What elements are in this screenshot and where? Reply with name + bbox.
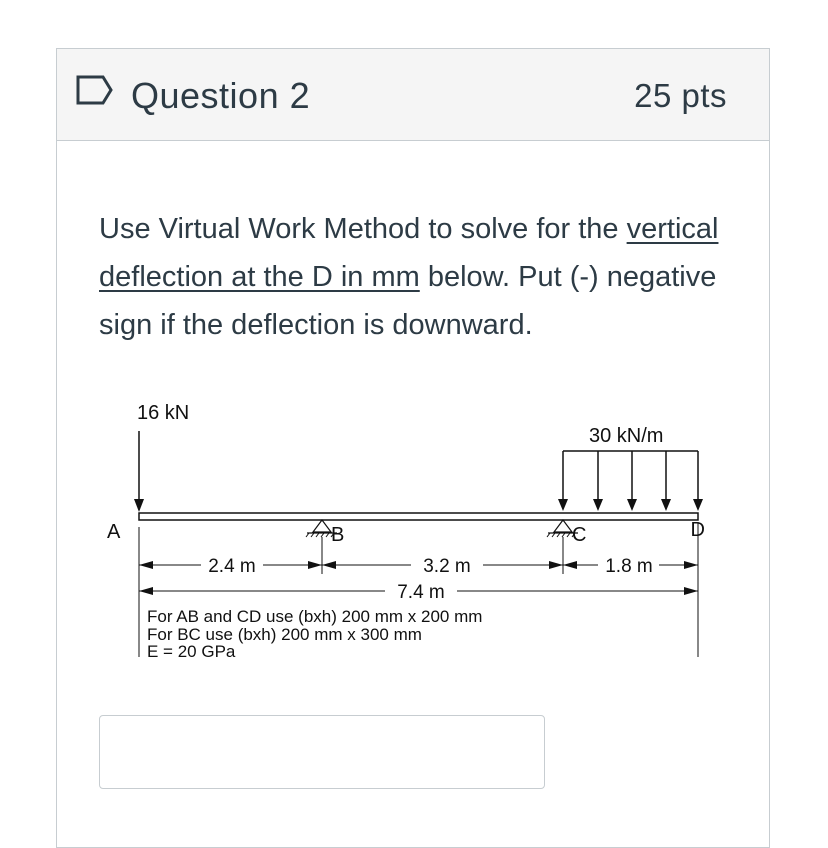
answer-input[interactable] xyxy=(99,715,545,789)
dim-total-label: 7.4 m xyxy=(397,582,445,603)
point-c-label: C xyxy=(572,524,587,546)
distributed-load-label: 30 kN/m xyxy=(589,425,664,447)
question-points: 25 pts xyxy=(634,77,727,114)
point-d-label: D xyxy=(690,519,705,541)
question-text-emphasis: vertical deflection at the D in mm xyxy=(99,213,719,293)
note-ab-cd-section: For AB and CD use (bxh) 200 mm x 200 mm xyxy=(147,607,483,626)
distributed-load xyxy=(558,451,703,511)
question-header xyxy=(57,49,769,141)
point-a-label: A xyxy=(107,521,121,543)
note-bc-section: For BC use (bxh) 200 mm x 300 mm xyxy=(147,625,422,644)
question-text-outro: below. Put (-) negative sign if the deflection is downward. xyxy=(99,261,717,341)
question-card xyxy=(56,48,770,848)
note-modulus: E = 20 GPa xyxy=(147,642,236,661)
beam-diagram xyxy=(101,399,705,679)
dim-bc-label: 3.2 m xyxy=(423,556,471,577)
dim-ab-label: 2.4 m xyxy=(208,556,256,577)
question-text xyxy=(99,205,739,349)
point-load-label: 16 kN xyxy=(137,402,190,424)
point-b-label: B xyxy=(331,524,345,546)
beam xyxy=(139,513,698,520)
dim-cd-label: 1.8 m xyxy=(605,556,653,577)
point-load-arrowhead xyxy=(134,499,144,512)
flag-question-icon[interactable] xyxy=(75,74,115,106)
question-text-intro: Use Virtual Work Method to solve for the xyxy=(99,213,627,245)
question-title: Question 2 xyxy=(131,75,311,116)
